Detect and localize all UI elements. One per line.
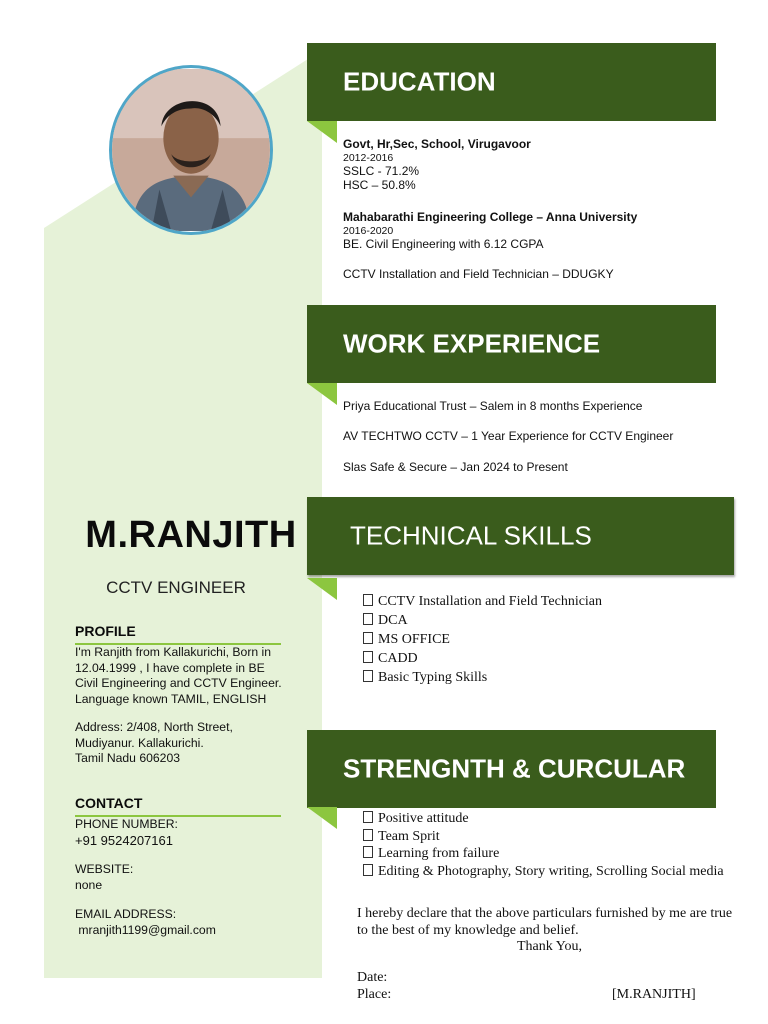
work-item: Slas Safe & Secure – Jan 2024 to Present <box>343 460 568 474</box>
strength-banner <box>307 730 716 808</box>
phone-value[interactable]: +91 9524207161 <box>75 832 173 848</box>
skill-label: CCTV Installation and Field Technician <box>378 594 603 609</box>
college-years: 2016-2020 <box>343 224 394 237</box>
declaration <box>357 906 733 956</box>
school-years: 2012-2016 <box>343 151 394 164</box>
checkbox-icon <box>363 864 373 876</box>
school-hsc: HSC – 50.8% <box>343 178 416 192</box>
contact-email-block <box>75 907 290 938</box>
skill-label: MS OFFICE <box>378 632 450 647</box>
strength-item <box>363 863 724 881</box>
declaration-thanks: Thank You, <box>517 939 582 954</box>
contact-website-block <box>75 862 290 893</box>
strength-item <box>363 845 724 863</box>
checkbox-icon <box>363 811 373 823</box>
website-label: WEBSITE: <box>75 862 134 876</box>
profile-address <box>75 720 290 767</box>
profile-photo <box>109 65 273 235</box>
strength-item <box>363 828 724 846</box>
strength-label: Team Sprit <box>378 828 440 844</box>
profile-heading: PROFILE <box>75 623 136 639</box>
date-label: Date: <box>357 970 388 985</box>
skills-fold <box>307 578 337 600</box>
strength-label: Positive attitude <box>378 811 469 826</box>
strength-item <box>363 810 724 828</box>
work-item: Priya Educational Trust – Salem in 8 months Experience <box>343 399 643 413</box>
profile-about-line: 12.04.1999 , I have complete in BE <box>75 660 265 675</box>
strength-fold <box>307 807 337 829</box>
place-label: Place: <box>357 987 392 1002</box>
checkbox-icon <box>363 651 373 663</box>
skills-heading: TECHNICAL SKILLS <box>350 520 592 551</box>
website-value: none <box>75 877 103 892</box>
education-heading: EDUCATION <box>343 66 496 97</box>
person-photo-icon <box>112 68 270 232</box>
work-heading: WORK EXPERIENCE <box>343 328 601 359</box>
phone-label: PHONE NUMBER: <box>75 817 178 831</box>
skill-item <box>363 668 602 687</box>
school-sslc: SSLC - 71.2% <box>343 163 420 178</box>
email-value[interactable]: mranjith1199@gmail.com <box>75 922 216 937</box>
skill-label: CADD <box>378 651 418 666</box>
work-banner <box>307 305 716 383</box>
work-fold <box>307 383 337 405</box>
checkbox-icon <box>363 594 373 606</box>
school-name: Govt, Hr,Sec, School, Virugavoor <box>343 137 531 151</box>
address-line: Mudiyanur. Kallakurichi. <box>75 735 204 750</box>
college-name: Mahabarathi Engineering College – Anna University <box>343 210 638 224</box>
declaration-line: I hereby declare that the above particulars furnished by me are true <box>357 906 733 921</box>
strength-label: Learning from failure <box>378 846 500 861</box>
profile-about-line: Language known TAMIL, ENGLISH <box>75 691 267 706</box>
profile-about-line: I'm Ranjith from Kallakurichi, Born in <box>75 645 272 659</box>
skill-item <box>363 649 602 668</box>
declaration-line: to the best of my knowledge and belief. <box>357 922 579 938</box>
skills-list <box>363 592 602 687</box>
checkbox-icon <box>363 632 373 644</box>
candidate-name: M.RANJITH <box>85 514 297 556</box>
checkbox-icon <box>363 829 373 841</box>
college-degree: BE. Civil Engineering with 6.12 CGPA <box>343 236 544 251</box>
skill-item <box>363 630 602 649</box>
education-course: CCTV Installation and Field Technician – DDUGKY <box>343 267 614 281</box>
candidate-role: CCTV ENGINEER <box>106 578 246 597</box>
checkbox-icon <box>363 670 373 682</box>
skill-label: Basic Typing Skills <box>378 670 488 685</box>
skill-label: DCA <box>378 613 408 628</box>
address-line: Tamil Nadu 606203 <box>75 751 181 765</box>
skills-banner <box>307 497 734 575</box>
education-fold <box>307 121 337 143</box>
checkbox-icon <box>363 846 373 858</box>
work-item: AV TECHTWO CCTV – 1 Year Experience for CCTV Engineer <box>343 429 674 443</box>
skill-item <box>363 611 602 630</box>
profile-about-line: Civil Engineering and CCTV Engineer. <box>75 676 282 690</box>
education-school <box>343 137 531 193</box>
contact-heading: CONTACT <box>75 795 143 811</box>
education-banner <box>307 43 716 121</box>
strength-label: Editing & Photography, Story writing, Scrolling Social media <box>378 863 724 879</box>
profile-about <box>75 645 290 707</box>
education-college <box>343 210 637 251</box>
contact-phone-block <box>75 817 290 848</box>
address-line: Address: 2/408, North Street, <box>75 720 233 734</box>
signature: [M.RANJITH] <box>612 987 696 1002</box>
strength-heading: STRENGNTH & CURCULAR <box>343 753 686 784</box>
skill-item <box>363 592 602 611</box>
email-label: EMAIL ADDRESS: <box>75 907 177 921</box>
checkbox-icon <box>363 613 373 625</box>
strength-list <box>363 810 724 880</box>
